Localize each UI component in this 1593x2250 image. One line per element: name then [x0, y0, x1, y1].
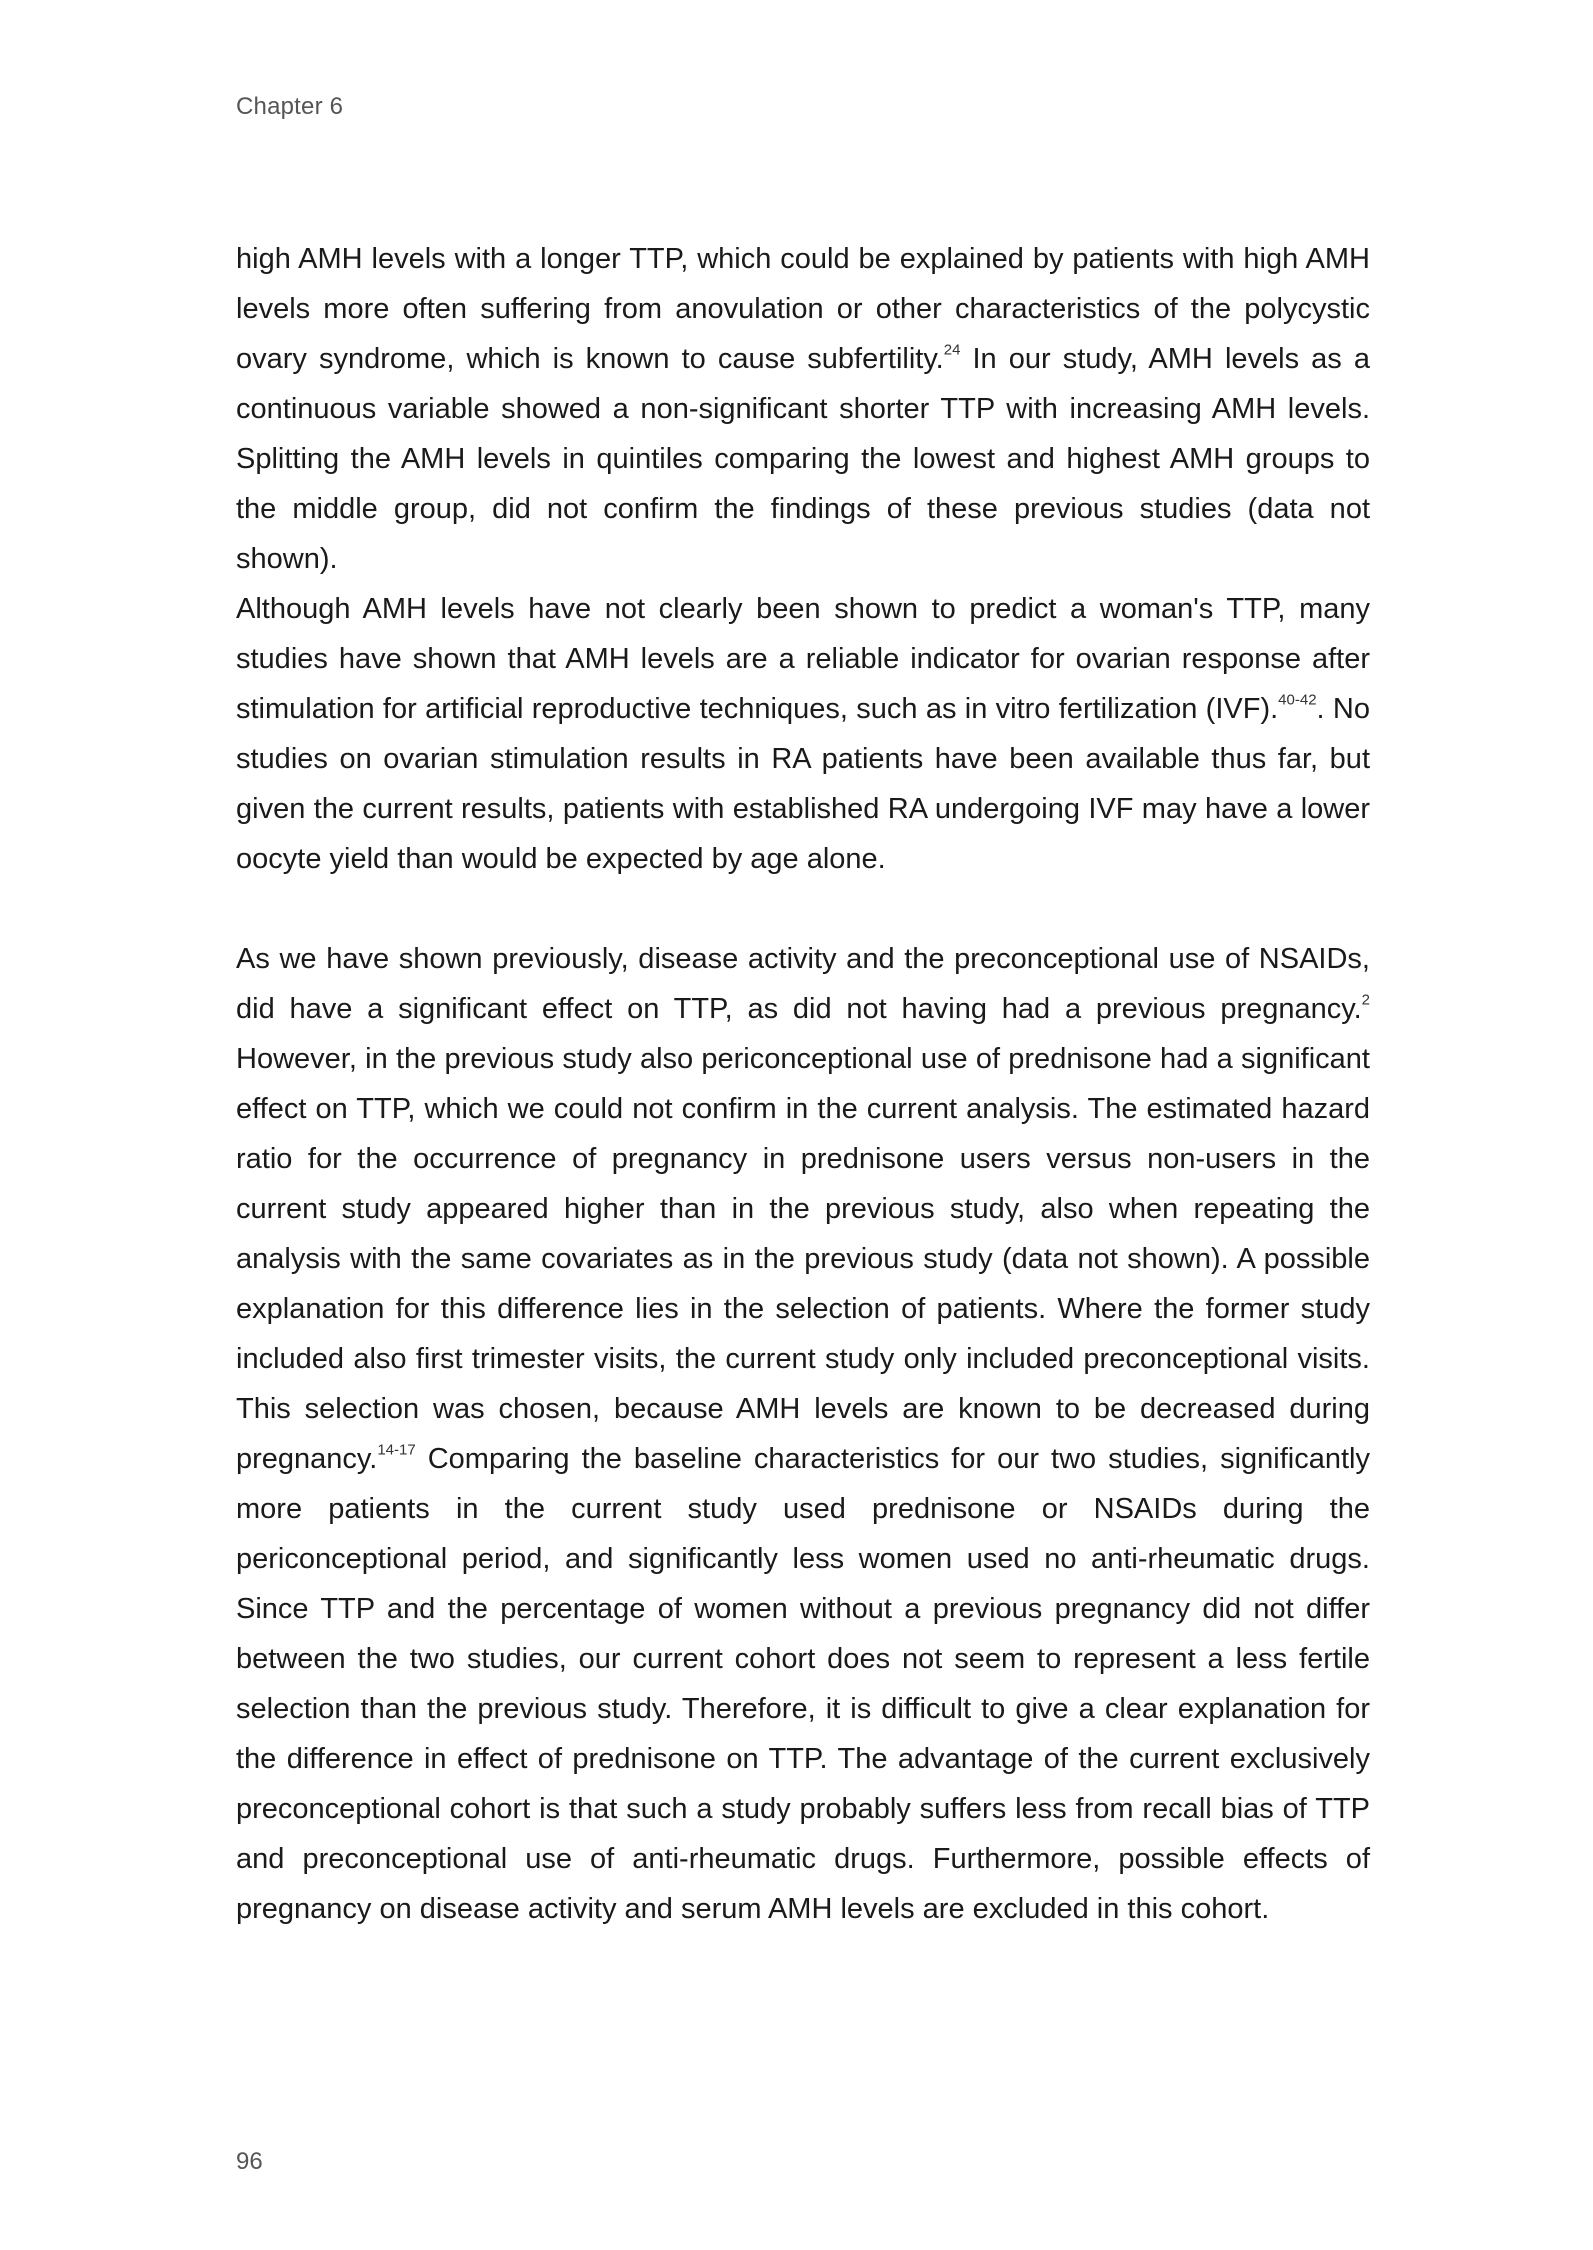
- body-text: [236, 234, 1370, 1934]
- text-run: In our study, AMH levels as a continuous variable showed a non-significant shorter TTP with increasing AMH levels. Splitting the AMH levels in quintiles comparing the lowest and highest AMH groups to the middle group, did not confirm the findings of these previous studies (data not shown).: [236, 343, 1370, 575]
- citation-superscript: 40-42: [1278, 691, 1317, 709]
- paragraph: [236, 584, 1370, 884]
- citation-superscript: 2: [1361, 991, 1370, 1009]
- text-run: However, in the previous study also periconceptional use of prednisone had a significant effect on TTP, which we could not confirm in the current analysis. The estimated hazard ratio for the occurrence of pregnancy in prednisone users versus non-users in the current study appeared higher than in the previous study, also when repeating the analysis with the same covariates as in the previous study (data not shown). A possible explanation for this difference lies in the selection of patients. Where the former study included also first trimester visits, the current study only included preconceptional visits. This selection was chosen, because AMH levels are known to be decreased during pregnancy.: [236, 1043, 1370, 1475]
- paragraph: [236, 934, 1370, 1934]
- citation-superscript: 14-17: [377, 1441, 416, 1459]
- text-run: As we have shown previously, disease activity and the preconceptional use of NSAIDs, did have a significant effect on TTP, as did not having had a previous pregnancy.: [236, 943, 1370, 1025]
- text-run: . No studies on ovarian stimulation results in RA patients have been available thus far, but given the current results, patients with established RA undergoing IVF may have a lower oocyte yield than would be expected by age alone.: [236, 693, 1370, 875]
- running-header: Chapter 6: [236, 93, 344, 120]
- page-number: 96: [236, 2148, 263, 2175]
- paragraph: [236, 234, 1370, 584]
- text-run: high AMH levels with a longer TTP, which could be explained by patients with high AMH levels more often suffering from anovulation or other characteristics of the polycystic ovary syndrome, which is known to cause subfertility.: [236, 243, 1370, 375]
- text-run: Although AMH levels have not clearly been shown to predict a woman's TTP, many studies have shown that AMH levels are a reliable indicator for ovarian response after stimulation for artificial reproductive techniques, such as in vitro fertilization (IVF).: [236, 593, 1370, 725]
- text-run: Comparing the baseline characteristics for our two studies, significantly more patients in the current study used prednisone or NSAIDs during the periconceptional period, and significantly less women used no anti-rheumatic drugs. Since TTP and the percentage of women without a previous pregnancy did not differ between the two studies, our current cohort does not seem to represent a less fertile selection than the previous study. Therefore, it is difficult to give a clear explanation for the difference in effect of prednisone on TTP. The advantage of the current exclusively preconceptional cohort is that such a study probably suffers less from recall bias of TTP and preconceptional use of anti-rheumatic drugs. Furthermore, possible effects of pregnancy on disease activity and serum AMH levels are excluded in this cohort.: [236, 1443, 1370, 1925]
- citation-superscript: 24: [943, 341, 961, 359]
